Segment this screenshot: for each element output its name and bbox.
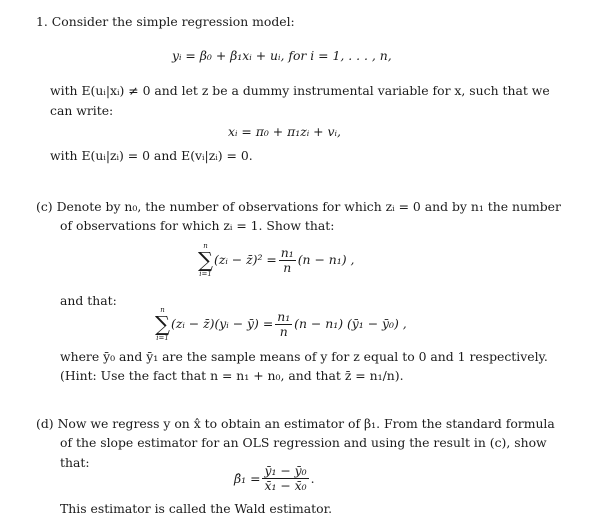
wald-denominator: x̄₁ − x̄₀ [264, 478, 307, 494]
wald-end-period: . [310, 470, 315, 486]
eq1-lhs: (zᵢ − z̄)² = [214, 252, 277, 268]
part-d-label: (d) [36, 416, 54, 431]
model-equation: yᵢ = β₀ + β₁xᵢ + uᵢ, for i = 1, . . . , n, [172, 48, 392, 63]
sum-lower-limit-1: i=1 [199, 270, 212, 278]
sum-upper-limit-2: n [160, 306, 165, 314]
and-that-text: and that: [60, 293, 117, 308]
eq1-rhs: (n − n₁) , [297, 252, 355, 268]
problem-intro [36, 16, 295, 28]
summation-symbol-2: n ∑ i=1 [155, 306, 170, 342]
part-c-line-1 [36, 201, 561, 213]
part-c-text-1: Denote by n₀, the number of observations for which zᵢ = 0 and by n₁ the number [56, 199, 561, 214]
part-d-line-3: that: [60, 455, 90, 470]
assumption-line-1: with E(uᵢ|xᵢ) ≠ 0 and let z be a dummy instrumental variable for x, such that we [50, 83, 550, 98]
intro-text: Consider the simple regression model: [51, 14, 295, 29]
sum-lower-limit-2: i=1 [156, 334, 169, 342]
problem-number: 1. [36, 14, 48, 29]
eq1-denominator: n [283, 260, 292, 275]
wald-lhs: β̂₁ = [234, 470, 261, 486]
assumption-line-2: can write: [50, 103, 114, 118]
part-c-label: (c) [36, 199, 53, 214]
eq2-denominator: n [279, 324, 288, 339]
part-d-text-1: Now we regress y on x̂ to obtain an estimator of β₁. From the standard formula [57, 416, 555, 431]
part-c-equation-1 [198, 242, 354, 279]
eq2-fraction [275, 308, 292, 339]
summation-symbol-1: n ∑ i=1 [198, 242, 213, 278]
conditions-line: with E(uᵢ|zᵢ) = 0 and E(vᵢ|zᵢ) = 0. [50, 148, 253, 163]
eq1-numerator: n₁ [280, 244, 294, 260]
closing-line: This estimator is called the Wald estimator. [60, 501, 333, 516]
where-line: where ȳ₀ and ȳ₁ are the sample means of y for z equal to 0 and 1 respectively. [60, 349, 548, 364]
sum-upper-limit-1: n [203, 242, 208, 250]
eq2-numerator: n₁ [277, 308, 291, 324]
eq2-lhs: (zᵢ − z̄)(yᵢ − ȳ) = [171, 316, 274, 332]
part-d-line-1 [36, 418, 555, 430]
wald-estimator-equation [234, 465, 315, 493]
eq2-rhs: (n − n₁) (ȳ₁ − ȳ₀) , [294, 316, 407, 332]
first-stage-equation: xᵢ = π₀ + π₁zᵢ + vᵢ, [228, 124, 341, 139]
hint-line: (Hint: Use the fact that n = n₁ + n₀, and that z̄ = n₁/n). [60, 368, 404, 383]
part-c-line-2: of observations for which zᵢ = 1. Show that: [60, 218, 335, 233]
wald-numerator: ȳ₁ − ȳ₀ [264, 463, 307, 478]
part-d-line-2: of the slope estimator for an OLS regression and using the result in (c), show [60, 435, 547, 450]
wald-fraction [262, 465, 308, 493]
eq1-fraction [279, 244, 296, 275]
part-c-equation-2 [155, 306, 407, 343]
